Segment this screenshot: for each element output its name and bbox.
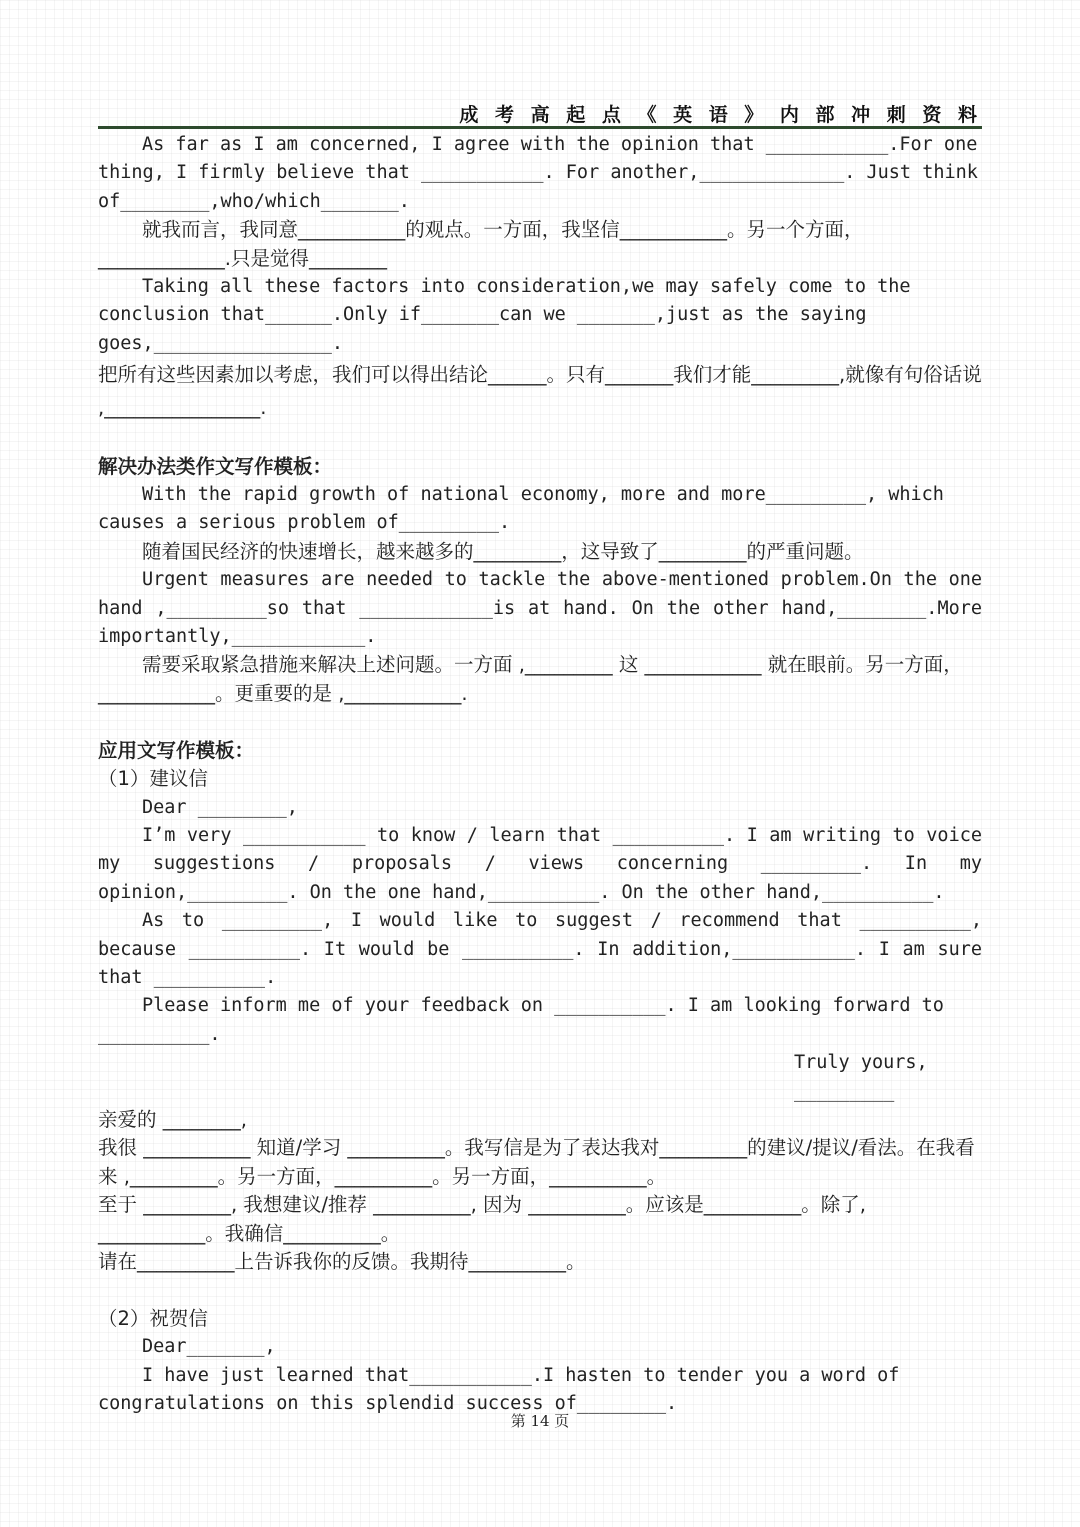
letter-salutation-zh: 亲爱的 ________, xyxy=(98,1107,247,1131)
paragraph-conclusion-summary: Taking all these factors into consideration,we may safely come to the conclusion that______.Only if_______can we _______,just as the saying goes,________________. xyxy=(98,276,922,354)
spacer xyxy=(98,1276,982,1304)
header-rule xyxy=(98,126,982,129)
letter-paragraph-1-zh: 我很 ___________ 知道/学习 __________。我写信是为了表达我对_________的建议/提议/看法。在我看来 ,_________。另一方面，__________。另一方面，__________。 xyxy=(98,1136,975,1188)
letter-paragraph-3-zh: 请在__________上告诉我你的反馈。我期待__________。 xyxy=(98,1250,586,1273)
letter-signature-line: _________ xyxy=(794,1080,895,1102)
page-header: 成 考 高 起 点 《 英 语 》 内 部 冲 刺 资 料 xyxy=(459,104,982,126)
section-heading-solutions: 解决办法类作文写作模板： xyxy=(98,454,333,478)
section-heading-practical: 应用文写作模板： xyxy=(98,738,255,762)
paragraph-solutions-intro-zh: 随着国民经济的快速增长，越来越多的_________，这导致了_________的严重问题。 xyxy=(142,539,864,563)
paragraph-solutions-intro: With the rapid growth of national economy, more and more_________, which causes a serious problem of_________. xyxy=(98,484,956,534)
paragraph-solutions-measures-zh: 需要采取紧急措施来解决上述问题。一方面 ,_________ 这 ____________ 就在眼前。另一方面，____________。更重要的是 ,____________. xyxy=(98,653,963,705)
document-body xyxy=(98,131,994,1418)
letter-salutation: Dear ________, xyxy=(142,796,298,818)
spacer xyxy=(98,708,982,736)
letter-paragraph-2: As to _________, I would like to suggest / recommend that __________, because __________. It would be __________. In addition,___________. I am sure that __________. xyxy=(98,910,994,988)
letter-paragraph-3: Please inform me of your feedback on __________. I am looking forward to __________. xyxy=(98,995,956,1045)
letter-closing: Truly yours, xyxy=(794,1052,928,1074)
paragraph-conclusion-opinion-zh: 就我而言，我同意___________的观点。一方面，我坚信___________。另一个方面，_____________.只是觉得________ xyxy=(98,218,864,270)
subheading-congratulation-letter: （2）祝贺信 xyxy=(98,1306,208,1330)
paragraph-conclusion-summary-zh: 把所有这些因素加以考虑，我们可以得出结论______。只有_______我们才能_________,就像有句俗话说 ,________________. xyxy=(98,363,988,420)
letter-paragraph-2-zh: 至于 _________, 我想建议/推荐 __________, 因为 __________。应该是__________。除了, ___________。我确信__________。 xyxy=(98,1193,873,1245)
paragraph-solutions-measures: Urgent measures are needed to tackle the above-mentioned problem.On the one hand ,_________so that ____________is at hand. On the other hand,________.More importantly,____________. xyxy=(98,569,994,648)
page-number: 第 14 页 xyxy=(510,1412,570,1430)
paragraph-conclusion-opinion: As far as I am concerned, I agree with the opinion that ___________.For one thing, I firmly believe that ___________. For another,_____________. Just think of________,who/which_______. xyxy=(98,134,990,212)
spacer xyxy=(98,424,982,452)
letter2-salutation: Dear_______, xyxy=(142,1336,276,1358)
letter2-paragraph-1: I have just learned that___________.I hasten to tender you a word of congratulations on this splendid success of________. xyxy=(98,1364,911,1415)
document-page xyxy=(98,0,994,1527)
subheading-suggestion-letter: （1）建议信 xyxy=(98,767,208,791)
letter-paragraph-1: I’m very ___________ to know / learn that __________. I am writing to voice my suggestions / proposals / views concerning _________. In my opinion,_________. On the one hand,__________. On the other hand,__________. xyxy=(98,824,994,903)
